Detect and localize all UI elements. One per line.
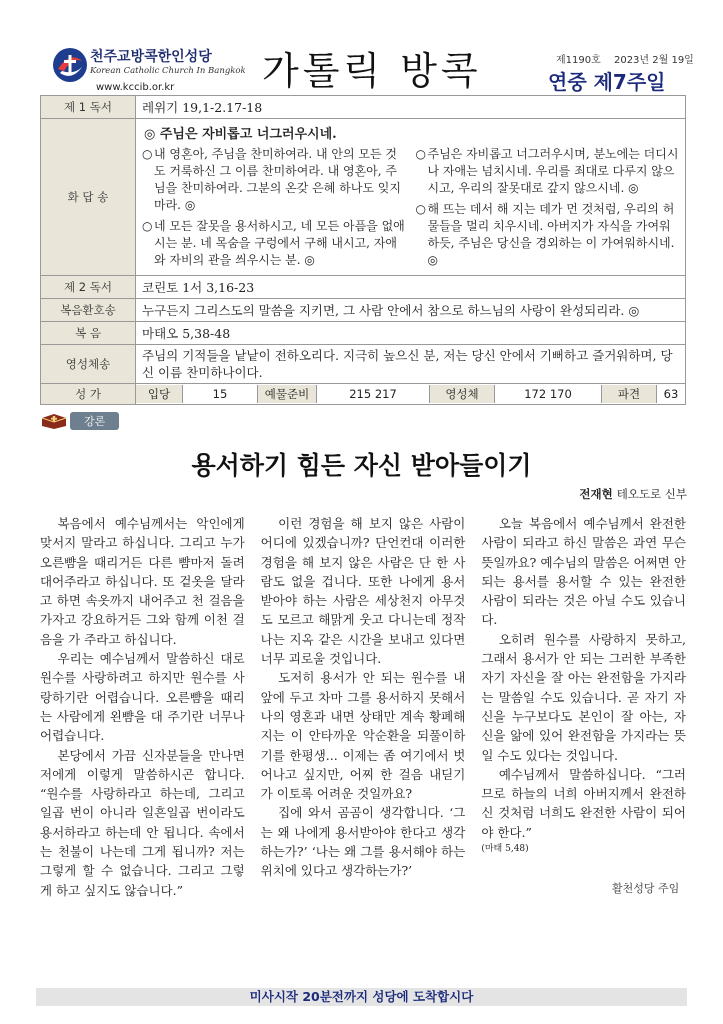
communion-hymn: 172 170 xyxy=(495,385,602,403)
psalm-row xyxy=(41,119,686,276)
psalm-verse: ○ 내 영혼아, 주님을 찬미하여라. 내 안의 모든 것도 거룩하신 그 이름 찬미하여라. 내 영혼아, 주님을 찬미하여라. 그분의 온갖 은혜 하나도 잊지 마라. ◎ xyxy=(142,147,401,212)
homily-column xyxy=(40,514,245,900)
communion-hymn-label: 영성체 xyxy=(430,385,495,403)
issue-info xyxy=(556,51,704,66)
homily-paragraph: 예수님께서 말씀하십니다. “그러므로 하늘의 너희 아버지께서 완전하신 것처럼 너희도 완전한 사람이 되어야 한다.” xyxy=(481,766,687,840)
offertory-label: 예물준비 xyxy=(258,385,317,403)
org-english-name: Korean Catholic Church In Bangkok xyxy=(90,66,246,76)
homily-column xyxy=(261,514,466,900)
footer-notice: 미사시작 20분전까지 성당에 도착합시다 xyxy=(36,988,687,1006)
author-title: 테오도로 신부 xyxy=(616,487,687,501)
communion-row xyxy=(41,345,686,384)
homily-author xyxy=(579,486,687,502)
alleluia-label: 복음환호송 xyxy=(41,299,136,322)
liturgy-table xyxy=(40,95,686,405)
gospel-value: 마태오 5,38-48 xyxy=(136,322,686,345)
communion-label: 영성체송 xyxy=(41,345,136,384)
homily-paragraph: 본당에서 가끔 신자분들을 만나면 저에게 이렇게 말씀하시곤 합니다. “원수를 사랑하라고 하는데, 그리고 일곱 번이 아니라 일흔일곱 번이라도 용서하라고 하는데 안 됩니다. 속에서는 천불이 나는데 그게 됩니까? 저는 그렇게 할 수 없습니다. 그리고 그렇게 하고 싶지도 않습니다.” xyxy=(40,747,245,898)
first-reading-label: 제 1 독서 xyxy=(41,96,136,119)
homily-body xyxy=(40,514,686,900)
issue-number: 제1190호 xyxy=(556,55,601,66)
gospel-row xyxy=(41,322,686,345)
entrance-hymn: 15 xyxy=(183,385,258,403)
psalm-verse: ○ 네 모든 잘못을 용서하시고, 네 모든 아픔을 없애시는 분. 네 목숨을 구렁에서 구해 내시고, 자애와 자비의 관을 씌우시는 분. ◎ xyxy=(142,219,405,267)
hymns-row xyxy=(41,384,686,405)
author-name: 전재현 xyxy=(579,487,613,501)
psalm-label: 화 답 송 xyxy=(41,119,136,276)
church-logo-icon xyxy=(52,47,88,83)
homily-column xyxy=(481,514,686,900)
alleluia-row xyxy=(41,299,686,322)
org-name: 천주교방콕한인성당 xyxy=(90,49,212,65)
bulletin-title: 가톨릭 방콕 xyxy=(262,49,482,93)
homily-paragraph: 복음에서 예수님께서는 악인에게 맞서지 말라고 하십니다. 그리고 누가 오른뺨을 때리거든 다른 뺨마저 돌려 대어주라고 하십니다. 또 겉옷을 달라고 하면 속옷까지 내어주고 천 걸음을 가자고 강요하거든 그와 함께 이천 걸음을 가 주라고 하십니다. xyxy=(40,516,245,647)
communion-value: 주님의 기적들을 낱낱이 전하오리다. 지극히 높으신 분, 저는 당신 안에서 기뻐하고 즐거워하며, 당신 이름 찬미하나이다. xyxy=(136,345,686,384)
hymns-bar xyxy=(136,384,686,405)
first-reading-value: 레위기 19,1-2.17-18 xyxy=(136,96,686,119)
homily-title: 용서하기 힘든 자신 받아들이기 xyxy=(191,451,532,480)
homily-paragraph: 이런 경험을 해 보지 않은 사람이 어디에 있겠습니까? 단언컨대 이러한 경험을 해 보지 않은 사람은 단 한 사람도 없을 겁니다. 또한 나에게 용서받아야 하는 사람은 세상천지 아무것도 모르고 해맑게 웃고 다니는데 정작 나는 지옥 같은 시간을 보내고 있다면 너무 괴로울 것입니다. xyxy=(260,516,466,667)
first-reading-row xyxy=(41,96,686,119)
homily-signoff: 활천성당 주임 xyxy=(612,882,680,895)
homily-paragraph: 도저히 용서가 안 되는 원수를 내 앞에 두고 차마 그를 용서하지 못해서 나의 영혼과 내면 상태만 계속 황폐해지는 이 안타까운 악순환을 되풀이하기를 한평생... 이제는 좀 여기에서 벗어나고 싶지만, 어찌 한 걸음 내딛기가 이토록 어려운 것일까요? xyxy=(260,670,466,802)
psalm-content xyxy=(136,119,686,276)
gospel-label: 복 음 xyxy=(41,322,136,345)
second-reading-value: 코린토 1서 3,16-23 xyxy=(136,276,686,299)
recessional-hymn: 63 xyxy=(663,387,679,401)
psalm-refrain: ◎ 주님은 자비롭고 너그러우시네. xyxy=(144,127,337,142)
homily-paragraph: 오늘 복음에서 예수님께서 완전한 사람이 되라고 하신 말씀은 과연 무슨 뜻일까요? 예수님의 말씀은 어쩌면 안 되는 용서를 용서할 수 있는 완전한 사람이 되라는 것은 아닐 수도 있습니다. xyxy=(481,516,687,628)
homily-paragraph: 집에 와서 곰곰이 생각합니다. ‘그는 왜 나에게 용서받아야 한다고 생각하는가?’ ‘나는 왜 그를 용서해야 하는 위치에 있다고 생각하는가?’ xyxy=(260,805,466,879)
offertory-hymn: 215 217 xyxy=(317,385,430,403)
hymns-label: 성 가 xyxy=(41,384,136,405)
second-reading-row xyxy=(41,276,686,299)
recessional-label: 파견 xyxy=(602,385,657,403)
issue-date: 2023년 2월 19일 xyxy=(613,55,694,66)
psalm-verse: ○ 해 뜨는 데서 해 지는 데가 먼 것처럼, 우리의 허물들을 멀리 치우시네. 아버지가 자식을 가여워하듯, 주님은 당신을 경외하는 이 가여워하시네. ◎ xyxy=(415,202,675,267)
homily-paragraph: 우리는 예수님께서 말씀하신 대로 원수를 사랑하려고 하지만 원수를 사랑하기란 어렵습니다. 오른뺨을 때리는 사람에게 왼뺨을 대 주기란 너무나 어렵습니다. xyxy=(40,651,245,744)
scripture-citation: (마태 5,48) xyxy=(481,844,529,855)
entrance-label: 입당 xyxy=(136,385,183,403)
liturgical-week: 연중 제7주일 xyxy=(548,70,666,94)
alleluia-value: 누구든지 그리스도의 말씀을 지키면, 그 사람 안에서 참으로 하느님의 사랑이 완성되리라. ◎ xyxy=(136,299,686,322)
second-reading-label: 제 2 독서 xyxy=(41,276,136,299)
homily-paragraph: 오히려 원수를 사랑하지 못하고, 그래서 용서가 안 되는 그러한 부족한 자기 자신을 잘 아는 완전함을 가지라는 말씀일 수도 있습니다. 곧 자기 자신을 누구보다도 본인이 잘 아는, 자신을 앎에 있어 완전함을 가지라는 뜻일 수도 있다는 것입니다. xyxy=(481,631,687,763)
bible-icon xyxy=(40,412,68,430)
homily-badge-label: 강론 xyxy=(70,412,119,430)
psalm-verse: ○ 주님은 자비롭고 너그러우시며, 분노에는 더디시나 자애는 넘치시네. 우리를 죄대로 다루지 않으시고, 우리의 잘못대로 갚지 않으시네. ◎ xyxy=(415,147,679,195)
org-url-link[interactable]: www.kccib.or.kr xyxy=(96,82,175,93)
homily-badge xyxy=(40,412,119,430)
